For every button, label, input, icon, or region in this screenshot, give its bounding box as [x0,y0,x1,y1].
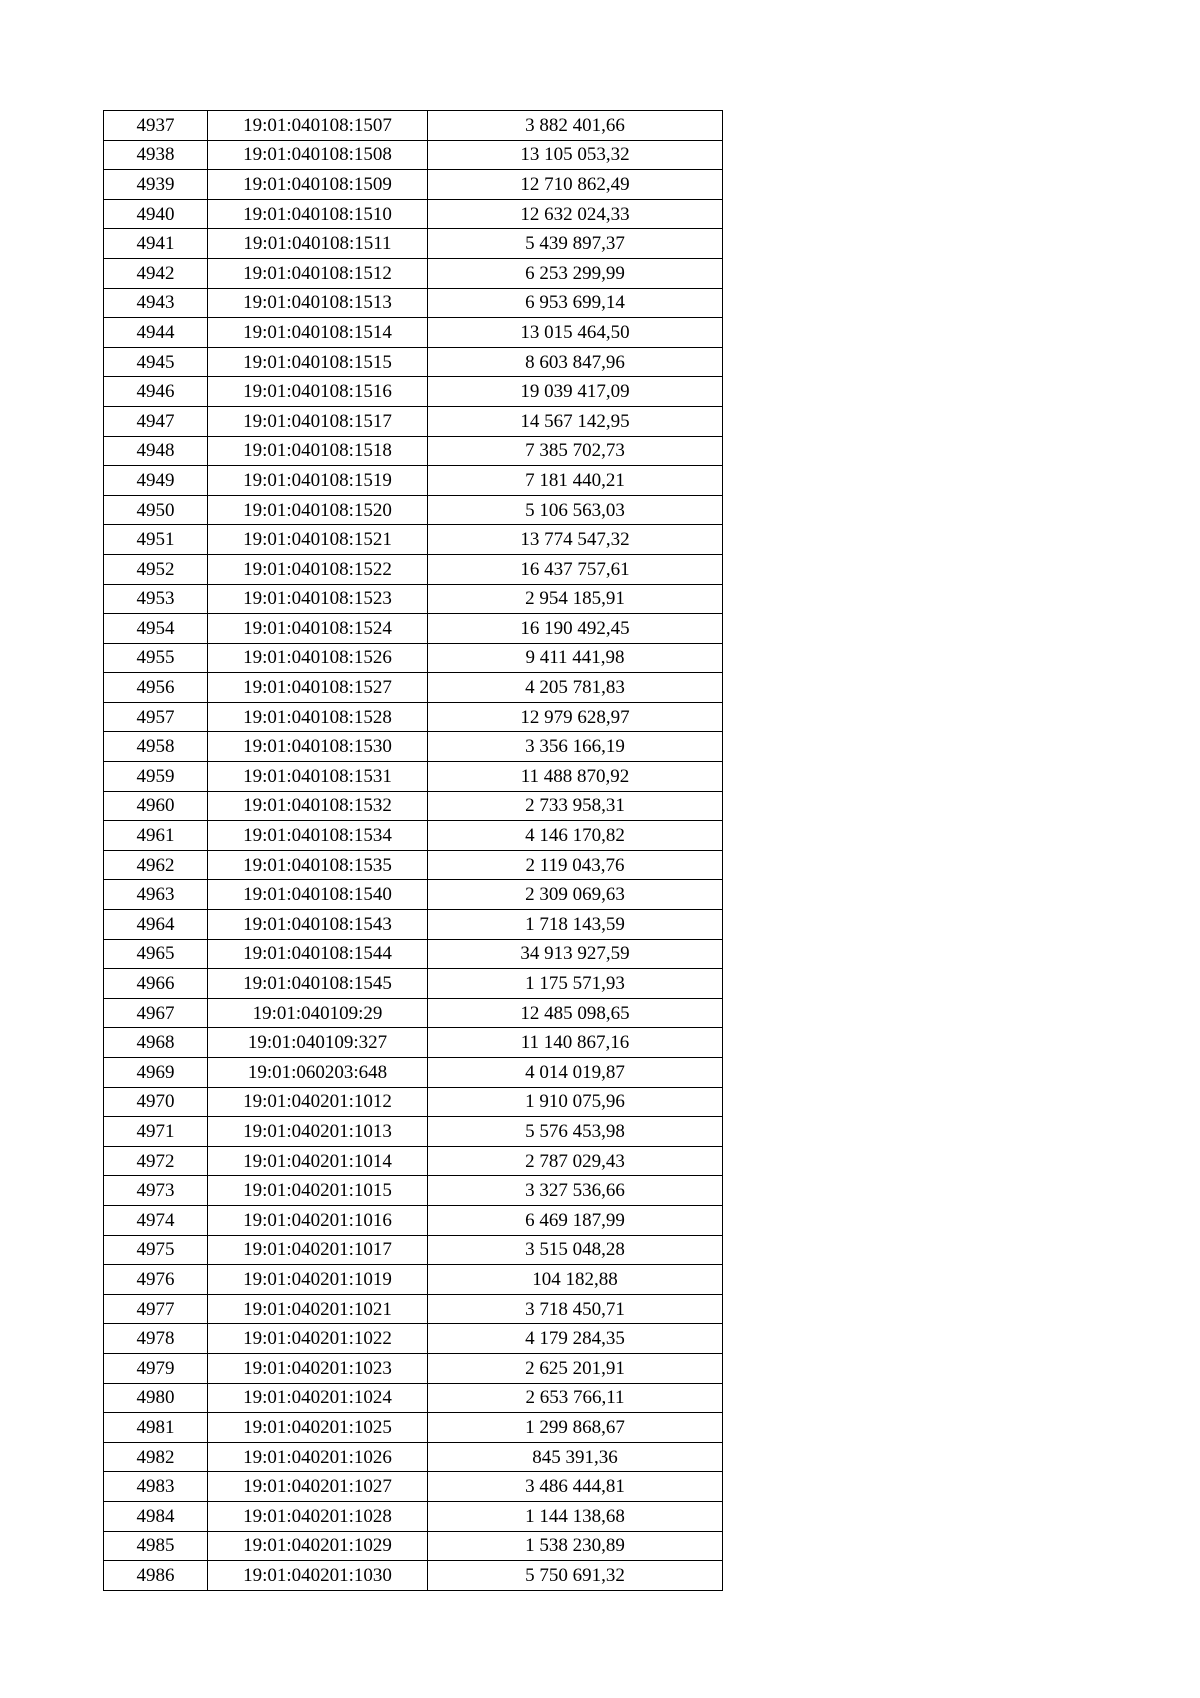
table-row [104,1383,723,1413]
row-number-cell: 4940 [104,199,208,229]
cadastral-number-cell: 19:01:040109:327 [208,1028,428,1058]
table-row [104,1442,723,1472]
cadastral-number-cell: 19:01:040201:1029 [208,1531,428,1561]
table-row [104,318,723,348]
table-row [104,1353,723,1383]
table-row [104,1531,723,1561]
row-number-cell: 4960 [104,791,208,821]
table-row [104,1146,723,1176]
cadastral-number-cell: 19:01:040108:1509 [208,170,428,200]
row-number-cell: 4955 [104,643,208,673]
row-number-cell: 4938 [104,140,208,170]
row-number-cell: 4947 [104,406,208,436]
cadastral-number-cell: 19:01:060203:648 [208,1058,428,1088]
row-number-cell: 4951 [104,525,208,555]
value-cell: 1 144 138,68 [428,1501,723,1531]
value-cell: 1 299 868,67 [428,1413,723,1443]
row-number-cell: 4968 [104,1028,208,1058]
value-cell: 2 787 029,43 [428,1146,723,1176]
row-number-cell: 4963 [104,880,208,910]
cadastral-number-cell: 19:01:040108:1514 [208,318,428,348]
cadastral-number-cell: 19:01:040108:1513 [208,288,428,318]
cadastral-number-cell: 19:01:040108:1540 [208,880,428,910]
table-row [104,1058,723,1088]
value-cell: 3 486 444,81 [428,1472,723,1502]
row-number-cell: 4937 [104,111,208,141]
value-cell: 19 039 417,09 [428,377,723,407]
cadastral-number-cell: 19:01:040108:1523 [208,584,428,614]
value-cell: 6 469 187,99 [428,1205,723,1235]
row-number-cell: 4973 [104,1176,208,1206]
row-number-cell: 4941 [104,229,208,259]
row-number-cell: 4969 [104,1058,208,1088]
row-number-cell: 4984 [104,1501,208,1531]
cadastral-number-cell: 19:01:040201:1013 [208,1117,428,1147]
table-row [104,702,723,732]
value-cell: 3 882 401,66 [428,111,723,141]
cadastral-number-cell: 19:01:040108:1520 [208,495,428,525]
row-number-cell: 4950 [104,495,208,525]
row-number-cell: 4985 [104,1531,208,1561]
row-number-cell: 4974 [104,1205,208,1235]
cadastral-number-cell: 19:01:040108:1531 [208,762,428,792]
table-row [104,1087,723,1117]
row-number-cell: 4970 [104,1087,208,1117]
cadastral-number-cell: 19:01:040201:1019 [208,1265,428,1295]
row-number-cell: 4961 [104,821,208,851]
table-row [104,229,723,259]
value-cell: 5 576 453,98 [428,1117,723,1147]
table-row [104,1413,723,1443]
table-row [104,643,723,673]
cadastral-number-cell: 19:01:040109:29 [208,998,428,1028]
cadastral-number-cell: 19:01:040201:1016 [208,1205,428,1235]
row-number-cell: 4964 [104,910,208,940]
table-row [104,436,723,466]
row-number-cell: 4944 [104,318,208,348]
value-cell: 2 625 201,91 [428,1353,723,1383]
value-cell: 14 567 142,95 [428,406,723,436]
value-cell: 8 603 847,96 [428,347,723,377]
row-number-cell: 4978 [104,1324,208,1354]
cadastral-number-cell: 19:01:040201:1012 [208,1087,428,1117]
table-row [104,258,723,288]
value-cell: 11 140 867,16 [428,1028,723,1058]
value-cell: 2 733 958,31 [428,791,723,821]
cadastral-number-cell: 19:01:040201:1025 [208,1413,428,1443]
cadastral-number-cell: 19:01:040108:1510 [208,199,428,229]
value-cell: 5 106 563,03 [428,495,723,525]
cadastral-number-cell: 19:01:040108:1530 [208,732,428,762]
row-number-cell: 4981 [104,1413,208,1443]
value-cell: 6 953 699,14 [428,288,723,318]
row-number-cell: 4945 [104,347,208,377]
table-row [104,850,723,880]
cadastral-number-cell: 19:01:040108:1507 [208,111,428,141]
cadastral-number-cell: 19:01:040108:1526 [208,643,428,673]
value-cell: 3 356 166,19 [428,732,723,762]
table-row [104,466,723,496]
row-number-cell: 4939 [104,170,208,200]
table-row [104,998,723,1028]
table-row [104,1472,723,1502]
cadastral-number-cell: 19:01:040201:1026 [208,1442,428,1472]
row-number-cell: 4943 [104,288,208,318]
table-row [104,554,723,584]
cadastral-number-cell: 19:01:040201:1015 [208,1176,428,1206]
value-cell: 1 910 075,96 [428,1087,723,1117]
cadastral-number-cell: 19:01:040108:1515 [208,347,428,377]
row-number-cell: 4986 [104,1561,208,1591]
table-row [104,614,723,644]
row-number-cell: 4977 [104,1294,208,1324]
row-number-cell: 4966 [104,969,208,999]
cadastral-number-cell: 19:01:040108:1524 [208,614,428,644]
value-cell: 9 411 441,98 [428,643,723,673]
table-row [104,1561,723,1591]
value-cell: 1 175 571,93 [428,969,723,999]
value-cell: 12 979 628,97 [428,702,723,732]
table-row [104,821,723,851]
cadastral-number-cell: 19:01:040201:1027 [208,1472,428,1502]
value-cell: 1 718 143,59 [428,910,723,940]
cadastral-number-cell: 19:01:040108:1518 [208,436,428,466]
table-row [104,288,723,318]
value-cell: 2 119 043,76 [428,850,723,880]
cadastral-number-cell: 19:01:040108:1508 [208,140,428,170]
value-cell: 3 515 048,28 [428,1235,723,1265]
table-row [104,1176,723,1206]
value-cell: 11 488 870,92 [428,762,723,792]
row-number-cell: 4958 [104,732,208,762]
value-cell: 13 774 547,32 [428,525,723,555]
value-cell: 4 146 170,82 [428,821,723,851]
row-number-cell: 4982 [104,1442,208,1472]
cadastral-number-cell: 19:01:040108:1521 [208,525,428,555]
table-row [104,347,723,377]
row-number-cell: 4967 [104,998,208,1028]
cadastral-number-cell: 19:01:040108:1517 [208,406,428,436]
cadastral-number-cell: 19:01:040108:1519 [208,466,428,496]
value-cell: 2 954 185,91 [428,584,723,614]
cadastral-number-cell: 19:01:040201:1028 [208,1501,428,1531]
cadastral-number-cell: 19:01:040201:1023 [208,1353,428,1383]
value-cell: 5 750 691,32 [428,1561,723,1591]
value-cell: 7 181 440,21 [428,466,723,496]
table-row [104,406,723,436]
value-cell: 16 190 492,45 [428,614,723,644]
row-number-cell: 4980 [104,1383,208,1413]
row-number-cell: 4959 [104,762,208,792]
row-number-cell: 4954 [104,614,208,644]
table-row [104,584,723,614]
cadastral-number-cell: 19:01:040108:1545 [208,969,428,999]
table-row [104,1235,723,1265]
table-row [104,1205,723,1235]
table-row [104,791,723,821]
value-cell: 7 385 702,73 [428,436,723,466]
cadastral-number-cell: 19:01:040108:1512 [208,258,428,288]
row-number-cell: 4965 [104,939,208,969]
cadastral-number-cell: 19:01:040201:1024 [208,1383,428,1413]
table-row [104,673,723,703]
row-number-cell: 4979 [104,1353,208,1383]
table-row [104,969,723,999]
table-row [104,1294,723,1324]
row-number-cell: 4962 [104,850,208,880]
value-cell: 6 253 299,99 [428,258,723,288]
table-row [104,170,723,200]
value-cell: 3 327 536,66 [428,1176,723,1206]
table-row [104,1117,723,1147]
table-row [104,1265,723,1295]
row-number-cell: 4975 [104,1235,208,1265]
value-cell: 13 015 464,50 [428,318,723,348]
table-row [104,1028,723,1058]
cadastral-number-cell: 19:01:040108:1511 [208,229,428,259]
cadastral-number-cell: 19:01:040201:1014 [208,1146,428,1176]
row-number-cell: 4952 [104,554,208,584]
value-cell: 16 437 757,61 [428,554,723,584]
table-row [104,377,723,407]
value-cell: 3 718 450,71 [428,1294,723,1324]
cadastral-number-cell: 19:01:040108:1532 [208,791,428,821]
row-number-cell: 4976 [104,1265,208,1295]
table-row [104,140,723,170]
table-row [104,762,723,792]
row-number-cell: 4983 [104,1472,208,1502]
cadastral-number-cell: 19:01:040108:1527 [208,673,428,703]
row-number-cell: 4949 [104,466,208,496]
table-row [104,111,723,141]
row-number-cell: 4948 [104,436,208,466]
value-cell: 5 439 897,37 [428,229,723,259]
data-table [103,110,723,1591]
cadastral-number-cell: 19:01:040201:1030 [208,1561,428,1591]
value-cell: 2 309 069,63 [428,880,723,910]
table-row [104,1324,723,1354]
value-cell: 12 485 098,65 [428,998,723,1028]
cadastral-number-cell: 19:01:040108:1516 [208,377,428,407]
value-cell: 2 653 766,11 [428,1383,723,1413]
value-cell: 4 014 019,87 [428,1058,723,1088]
cadastral-number-cell: 19:01:040108:1544 [208,939,428,969]
row-number-cell: 4953 [104,584,208,614]
row-number-cell: 4956 [104,673,208,703]
cadastral-number-cell: 19:01:040108:1528 [208,702,428,732]
table-row [104,1501,723,1531]
value-cell: 1 538 230,89 [428,1531,723,1561]
cadastral-number-cell: 19:01:040201:1022 [208,1324,428,1354]
table-row [104,732,723,762]
value-cell: 12 710 862,49 [428,170,723,200]
cadastral-number-cell: 19:01:040201:1021 [208,1294,428,1324]
table-row [104,939,723,969]
table-row [104,525,723,555]
value-cell: 104 182,88 [428,1265,723,1295]
row-number-cell: 4972 [104,1146,208,1176]
table-row [104,910,723,940]
row-number-cell: 4942 [104,258,208,288]
value-cell: 13 105 053,32 [428,140,723,170]
value-cell: 845 391,36 [428,1442,723,1472]
cadastral-number-cell: 19:01:040108:1534 [208,821,428,851]
value-cell: 12 632 024,33 [428,199,723,229]
cadastral-number-cell: 19:01:040108:1535 [208,850,428,880]
table-row [104,495,723,525]
value-cell: 4 179 284,35 [428,1324,723,1354]
cadastral-number-cell: 19:01:040201:1017 [208,1235,428,1265]
table-row [104,199,723,229]
row-number-cell: 4971 [104,1117,208,1147]
value-cell: 34 913 927,59 [428,939,723,969]
table-body [104,111,723,1591]
row-number-cell: 4946 [104,377,208,407]
cadastral-number-cell: 19:01:040108:1543 [208,910,428,940]
row-number-cell: 4957 [104,702,208,732]
cadastral-number-cell: 19:01:040108:1522 [208,554,428,584]
value-cell: 4 205 781,83 [428,673,723,703]
table-row [104,880,723,910]
